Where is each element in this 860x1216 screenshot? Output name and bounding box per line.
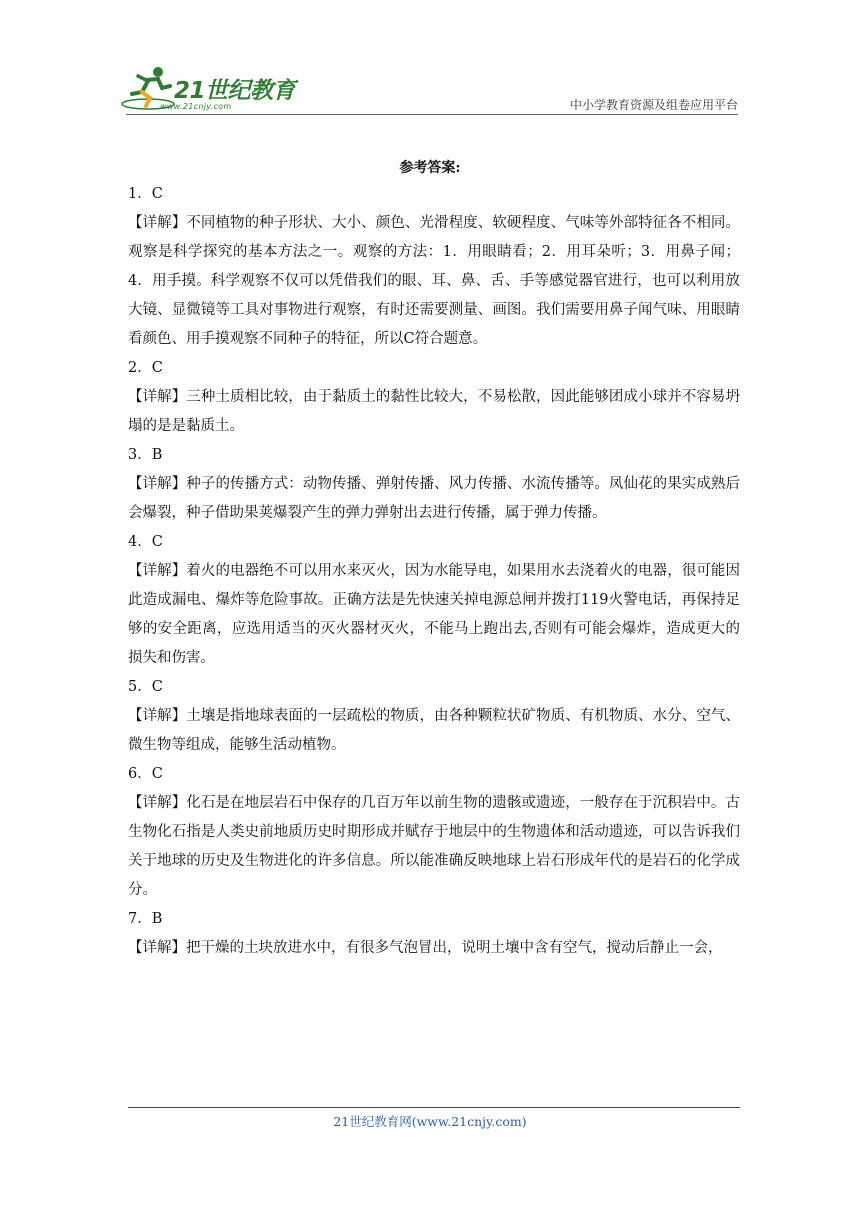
answer-detail: 【详解】三种土质相比较，由于黏质土的黏性比较大，不易松散，因此能够团成小球并不容易坍塌的是是黏质土。 bbox=[128, 389, 740, 434]
answer-detail: 【详解】土壤是指地球表面的一层疏松的物质，由各种颗粒状矿物质、有机物质、水分、空气、微生物等组成，能够生活动植物。 bbox=[128, 708, 740, 753]
answer-number: 2．C bbox=[128, 360, 163, 376]
answer-number: 6．C bbox=[128, 766, 163, 782]
site-logo bbox=[118, 62, 308, 118]
answer-number: 1．C bbox=[128, 186, 163, 202]
answer-number: 3．B bbox=[128, 447, 163, 463]
answer-detail: 【详解】着火的电器绝不可以用水来灭火，因为水能导电，如果用水去浇着火的电器，很可能因此造成漏电、爆炸等危险事故。正确方法是先快速关掉电源总闸并拨打119火警电话，再保持足够的安全距离，应选用适当的灭火器材灭火，不能马上跑出去,否则有可能会爆炸，造成更大的损失和伤害。 bbox=[128, 563, 740, 666]
logo-text: 21世纪教育 bbox=[174, 78, 296, 104]
footer-link[interactable]: 21世纪教育网(www.21cnjy.com) bbox=[333, 1114, 527, 1129]
answer-list bbox=[128, 180, 740, 963]
header-divider bbox=[126, 114, 738, 115]
answer-detail: 【详解】不同植物的种子形状、大小、颜色、光滑程度、软硬程度、气味等外部特征各不相同。观察是科学探究的基本方法之一。观察的方法：1．用眼睛看；2．用耳朵听；3．用鼻子闻；4．用手摸。科学观察不仅可以凭借我们的眼、耳、鼻、舌、手等感觉器官进行，也可以利用放大镜、显微镜等工具对事物进行观察，有时还需要测量、画图。我们需要用鼻子闻气味、用眼睛看颜色、用手摸观察不同种子的特征，所以C符合题意。 bbox=[128, 215, 740, 347]
page-title: 参考答案: bbox=[399, 160, 461, 176]
answer-number: 7．B bbox=[128, 911, 163, 927]
footer-divider bbox=[128, 1107, 740, 1108]
answer-detail: 【详解】把干燥的土块放进水中，有很多气泡冒出，说明土壤中含有空气，搅动后静止一会， bbox=[128, 940, 723, 956]
page-header bbox=[118, 62, 738, 118]
answer-detail: 【详解】化石是在地层岩石中保存的几百万年以前生物的遗骸或遗迹，一般存在于沉积岩中。古生物化石指是人类史前地质历史时期形成并赋存于地层中的生物遗体和活动遗迹，可以告诉我们关于地球的历史及生物进化的许多信息。所以能准确反映地球上岩石形成年代的是岩石的化学成分。 bbox=[128, 795, 740, 898]
answer-detail: 【详解】种子的传播方式：动物传播、弹射传播、风力传播、水流传播等。凤仙花的果实成熟后会爆裂，种子借助果荚爆裂产生的弹力弹射出去进行传播，属于弹力传播。 bbox=[128, 476, 740, 521]
logo-url: www.21cnjy.com bbox=[160, 102, 232, 111]
answer-number: 4．C bbox=[128, 534, 163, 550]
answer-number: 5．C bbox=[128, 679, 163, 695]
platform-label: 中小学教育资源及组卷应用平台 bbox=[569, 98, 738, 112]
